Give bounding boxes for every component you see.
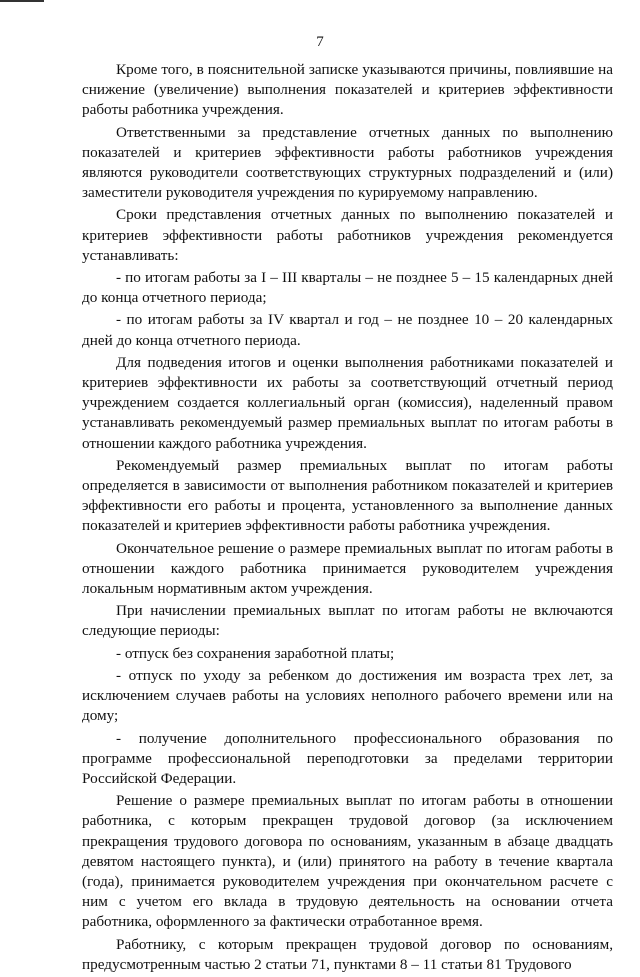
paragraph-terminated-contract: Решение о размере премиальных выплат по итогам работы в отношении работника, с которым прекращен трудовой договор (за исключением прекращения трудового договора по основаниям, указанным в абзаце двадцать девятом настоящего пункта), и (или) принятого на работу в течение квартала (года), принимается руководителем учреждения при окончательном расчете с ним с учетом его вклада в трудовую деятельность на основании отчета работника, оформленного за фактически отработанное время. [82,792,613,931]
list-item-quarters: - по итогам работы за I – III кварталы – не позднее 5 – 15 календарных дней до конца отчетного периода; [82,269,613,307]
scan-corner-mark [0,0,44,2]
list-item-childcare-leave: - отпуск по уходу за ребенком до достижения им возраста трех лет, за исключением случаев работы на условиях неполного рабочего времени или на дому; [82,666,613,725]
paragraph-commission: Для подведения итогов и оценки выполнения работниками показателей и критериев эффективности их работы за соответствующий отчетный период учреждением создается коллегиальный орган (комиссия), наделенный правом устанавливать рекомендуемый размер премиальных выплат по итогам работы в отношении каждого работника учреждения. [82,353,613,452]
list-item-unpaid-leave: - отпуск без сохранения заработной платы; [116,644,395,662]
paragraph-final-decision: Окончательное решение о размере премиальных выплат по итогам работы в отношении каждого работника принимается руководителем учреждения локальным нормативным актом учреждения. [82,539,613,598]
list-item-annual: - по итогам работы за IV квартал и год – не позднее 10 – 20 календарных дней до конца отчетного периода. [82,311,613,349]
paragraph-responsible-persons: Ответственными за представление отчетных данных по выполнению показателей и критериев эффективности работы работников учреждения являются руководители соответствующих структурных подразделений и (или) заместители руководителя учреждения по курируемому направлению. [82,123,613,202]
paragraph-recommended-bonus: Рекомендуемый размер премиальных выплат по итогам работы определяется в зависимости от выполнения работником показателей и критериев эффективности его работы и процента, установленного за выполнение данных показателей и критериев эффективности работы работника учреждения. [82,456,613,535]
list-item-professional-training: - получение дополнительного профессионального образования по программе профессиональной переподготовки за пределами территории Российской Федерации. [82,729,613,787]
paragraph-explanatory-note: Кроме того, в пояснительной записке указываются причины, повлиявшие на снижение (увеличение) выполнения показателей и критериев эффективности работы работника учреждения. [82,61,613,119]
paragraph-excluded-periods: При начислении премиальных выплат по итогам работы не включаются следующие периоды: [82,602,613,640]
page-number: 7 [316,34,324,50]
paragraph-reporting-deadlines: Сроки представления отчетных данных по выполнению показателей и критериев эффективности работы работников учреждения рекомендуется устанавливать: [82,206,613,264]
document-body [82,60,613,977]
paragraph-labor-code: Работнику, с которым прекращен трудовой договор по основаниям, предусмотренным частью 2 статьи 71, пунктами 8 – 11 статьи 81 Трудового [82,935,613,973]
